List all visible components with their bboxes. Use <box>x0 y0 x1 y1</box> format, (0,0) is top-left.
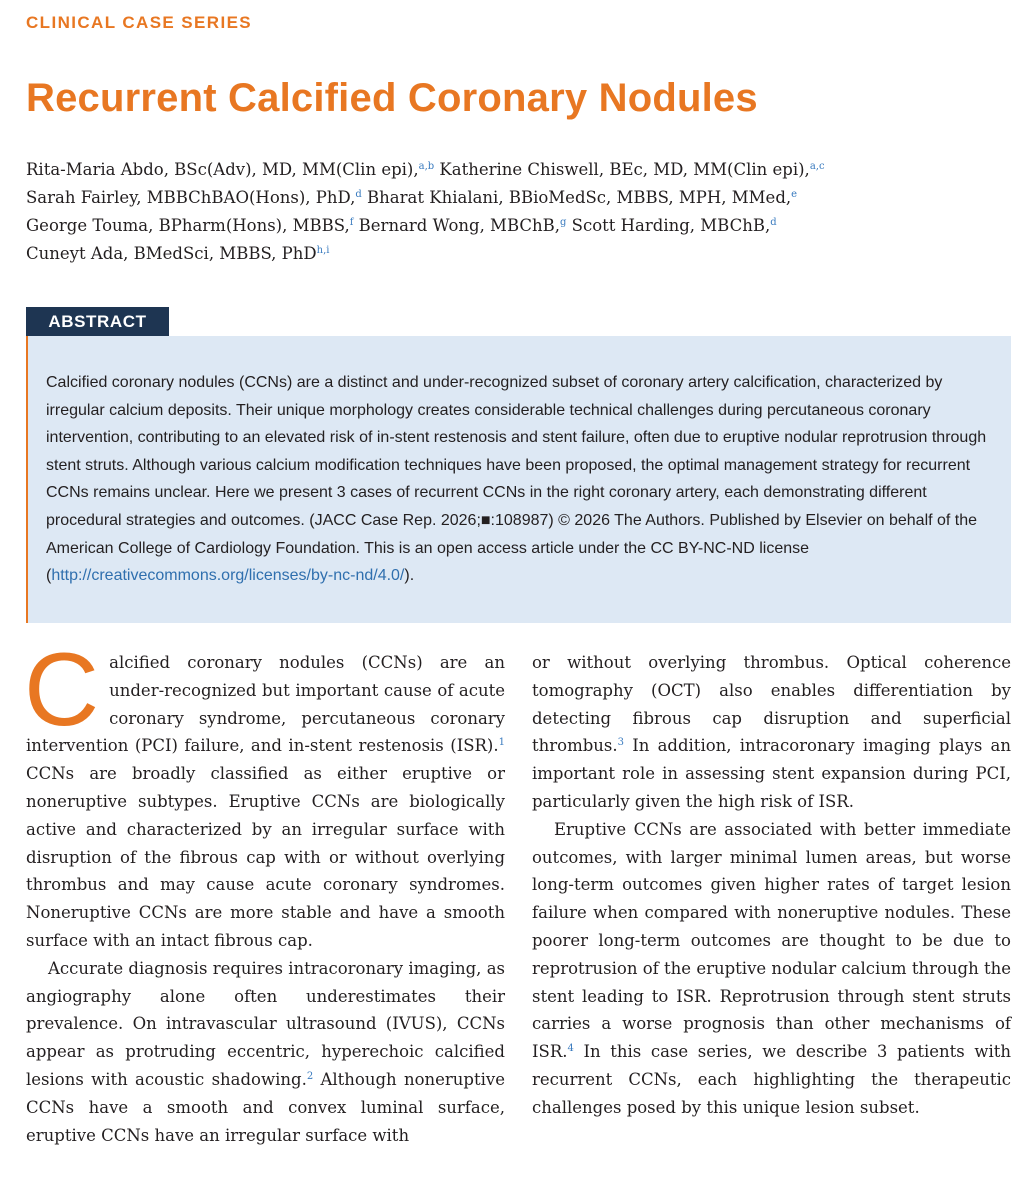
author-line <box>26 156 1016 184</box>
author-name: George Touma, BPharm(Hons), MBBS, <box>26 216 350 235</box>
abstract-body: Calcified coronary nodules (CCNs) are a distinct and under-recognized subset of coronary artery calcification, characterized by irregular calcium deposits. Their unique morphology creates considerable technical challenges during percutaneous coronary intervention, contributing to an elevated risk of in-stent restenosis and stent failure, often due to eruptive nodular reprotrusion through stent struts. Although various calcium modification techniques have been proposed, the optimal management strategy for recurrent CCNs remains unclear. Here we present 3 cases of recurrent CCNs in the right coronary artery, each demonstrating different procedural strategies and outcomes. (JACC Case Rep. 2026;■:108987) © 2026 The Authors. Published by Elsevier on behalf of the American College of Cardiology Foundation. This is an open access article under the CC BY-NC-ND license ( <box>46 374 987 585</box>
affiliation-ref[interactable]: d <box>770 217 777 228</box>
author-name: Katherine Chiswell, BEc, MD, MM(Clin epi), <box>434 160 810 179</box>
license-link[interactable]: http://creativecommons.org/licenses/by-nc-nd/4.0/ <box>51 567 405 585</box>
paragraph-text: Eruptive CCNs are associated with better immediate outcomes, with larger minimal lumen areas, but worse long-term outcomes given higher rates of target lesion failure when compared with noneruptive nodules. These poorer long-term outcomes are thought to be due to reprotrusion of the eruptive nodular calcium through the stent leading to ISR. Reprotrusion through stent struts carries a worse prognosis than other mechanisms of ISR. <box>532 819 1011 1062</box>
author-name: Sarah Fairley, MBBChBAO(Hons), PhD, <box>26 188 356 207</box>
abstract-heading: ABSTRACT <box>26 307 169 336</box>
author-line <box>26 184 1016 212</box>
abstract-closing: ). <box>404 567 415 585</box>
paragraph-text: or without overlying thrombus. Optical coherence tomography (OCT) also enables differentiation by detecting fibrous cap disruption and superficial thrombus. <box>532 653 1011 756</box>
drop-cap: C <box>24 632 100 748</box>
paragraph <box>532 816 1011 1122</box>
author-name: Rita-Maria Abdo, BSc(Adv), MD, MM(Clin epi), <box>26 160 419 179</box>
affiliation-ref[interactable]: f <box>349 217 354 228</box>
reference-link[interactable]: 3 <box>617 737 625 749</box>
paragraph-text: Although noneruptive CCNs have a smooth and convex luminal surface, eruptive CCNs have an irregular surface with <box>26 1069 505 1145</box>
paragraph-text: alcified coronary nodules (CCNs) are an under-recognized but important cause of acute coronary syndrome, percutaneous coronary intervention (PCI) failure, and in-stent restenosis (ISR). <box>26 653 505 756</box>
affiliation-ref[interactable]: g <box>560 217 567 228</box>
paragraph <box>26 955 505 1150</box>
article-title: Recurrent Calcified Coronary Nodules <box>26 76 758 120</box>
paragraph <box>532 649 1011 816</box>
affiliation-ref[interactable]: h,i <box>316 245 330 256</box>
author-line <box>26 240 1016 268</box>
abstract-text <box>46 369 996 590</box>
affiliation-ref[interactable]: e <box>791 189 798 200</box>
affiliation-ref[interactable]: a,b <box>418 161 435 172</box>
series-label: CLINICAL CASE SERIES <box>26 13 253 32</box>
reference-link[interactable]: 1 <box>498 737 505 749</box>
reference-link[interactable]: 2 <box>306 1070 314 1082</box>
author-name: Scott Harding, MBChB, <box>566 216 771 235</box>
author-list <box>26 156 1016 268</box>
paragraph-text: In addition, intracoronary imaging plays an important role in assessing stent expansion during PCI, particularly given the high risk of ISR. <box>532 736 1011 811</box>
author-name: Cuneyt Ada, BMedSci, MBBS, PhD <box>26 244 317 263</box>
body-column-right <box>532 649 1011 1122</box>
reference-link[interactable]: 4 <box>567 1043 574 1055</box>
affiliation-ref[interactable]: d <box>355 189 362 200</box>
author-line <box>26 212 1016 240</box>
paragraph <box>24 632 505 955</box>
paragraph-text: Accurate diagnosis requires intracoronary imaging, as angiography alone often underestimates their prevalence. On intravascular ultrasound (IVUS), CCNs appear as protruding eccentric, hyperechoic calcified lesions with acoustic shadowing. <box>26 958 505 1089</box>
author-name: Bernard Wong, MBChB, <box>353 216 561 235</box>
paragraph-text: CCNs are broadly classified as either eruptive or noneruptive subtypes. Eruptive CCNs are biologically active and characterized by an irregular surface with disruption of the fibrous cap with or without overlying thrombus and may cause acute coronary syndromes. Noneruptive CCNs are more stable and have a smooth surface with an intact fibrous cap. <box>26 764 505 950</box>
body-column-left <box>24 632 505 1149</box>
author-name: Bharat Khialani, BBioMedSc, MBBS, MPH, MMed, <box>361 188 792 207</box>
paragraph-text: In this case series, we describe 3 patients with recurrent CCNs, each highlighting the therapeutic challenges posed by this unique lesion subset. <box>532 1042 1011 1117</box>
affiliation-ref[interactable]: a,c <box>809 161 825 172</box>
